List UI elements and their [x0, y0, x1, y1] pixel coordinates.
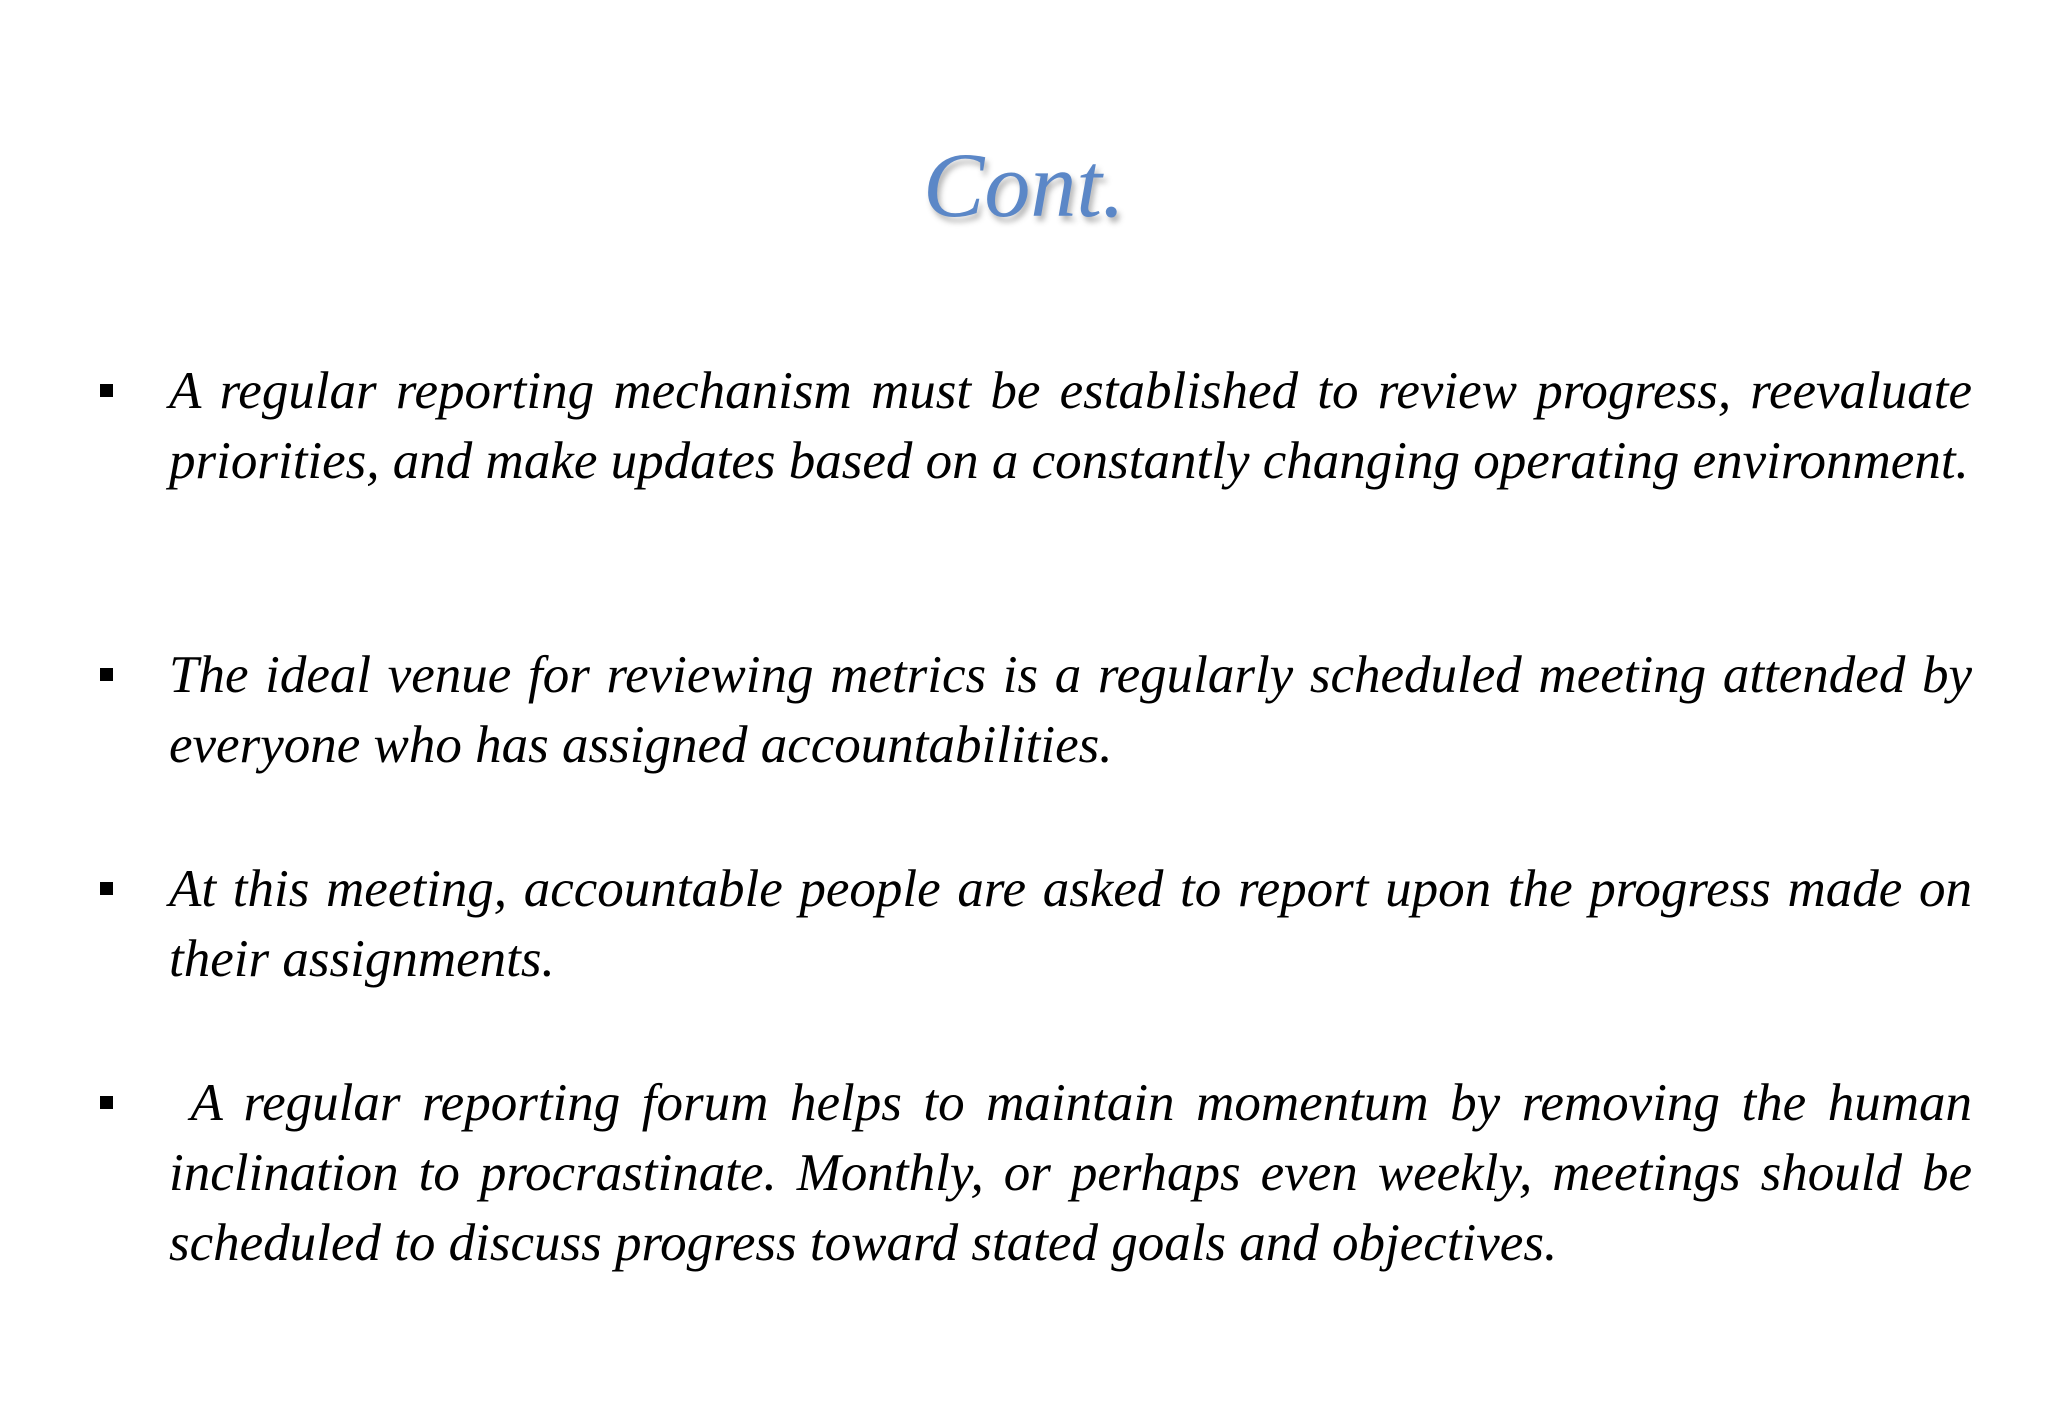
square-bullet-icon: [100, 1096, 113, 1109]
square-bullet-icon: [100, 384, 113, 397]
bullet-text: A regular reporting forum helps to maintain momentum by removing the human inclination to procrastinate. Monthly, or perhaps even weekly, meetings should be scheduled to discuss progress toward stated goals and objectives.: [169, 1074, 1986, 1272]
slide-title: Cont.: [923, 134, 1125, 236]
bullet-text: At this meeting, accountable people are asked to report upon the progress made on their assignments.: [169, 860, 1972, 988]
bullet-text: A regular reporting mechanism must be established to review progress, reevaluate priorities, and make updates based on a constantly changing operating environment.: [169, 362, 1972, 490]
square-bullet-icon: [100, 882, 113, 895]
square-bullet-icon: [100, 668, 113, 681]
bullet-text: The ideal venue for reviewing metrics is a regularly scheduled meeting attended by everyone who has assigned accountabilities.: [169, 646, 1972, 774]
